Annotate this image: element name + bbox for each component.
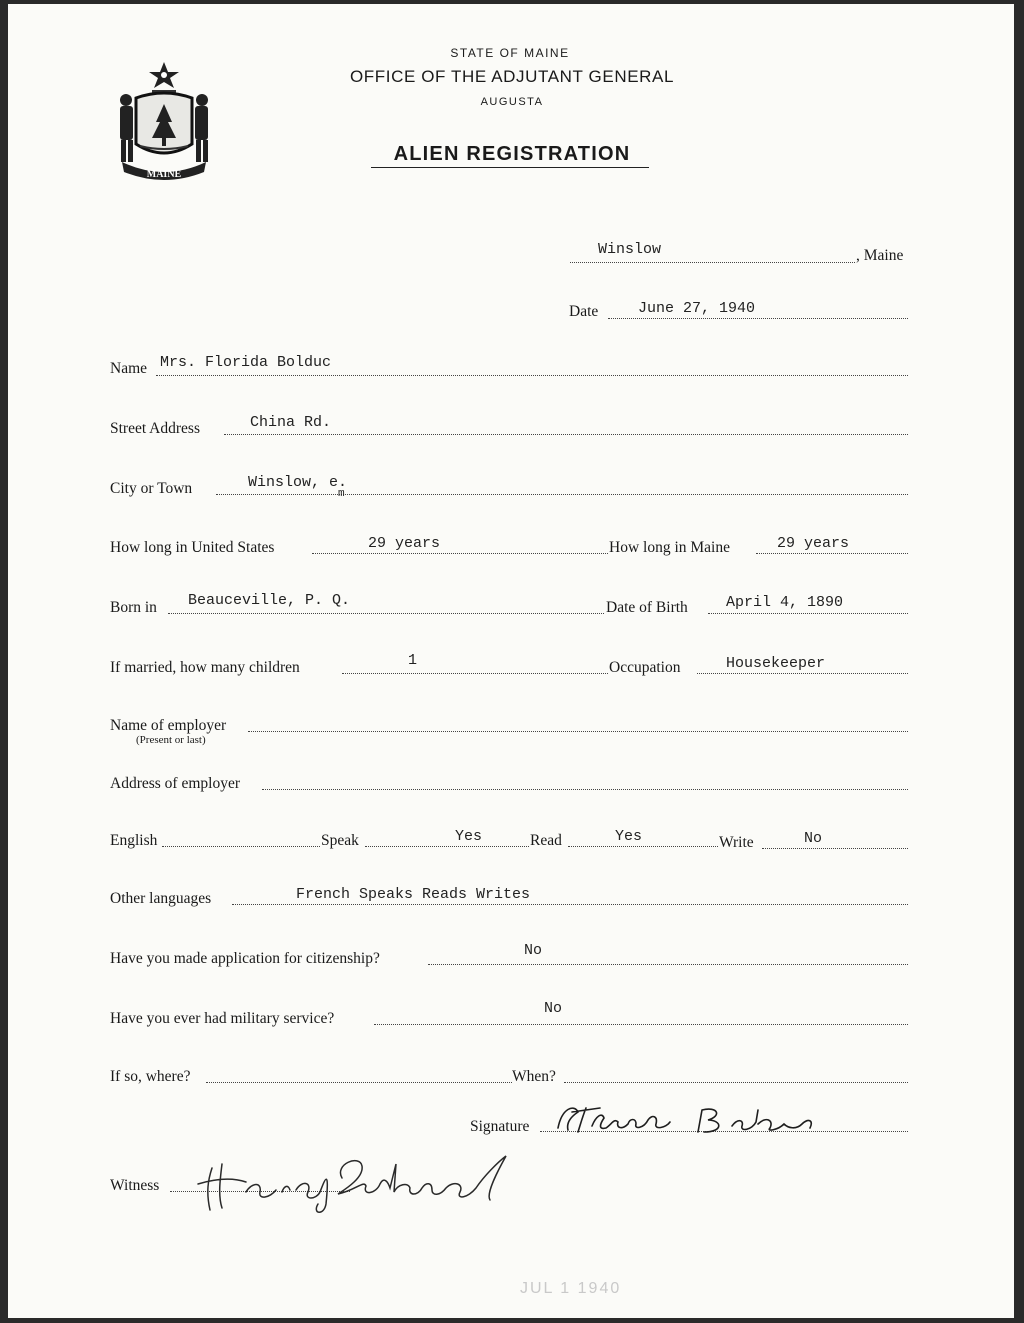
employer-address-label: Address of employer bbox=[110, 775, 240, 792]
citizenship-value: No bbox=[524, 942, 543, 959]
born-value: Beauceville, P. Q. bbox=[188, 592, 351, 609]
city-line bbox=[216, 494, 908, 495]
read-label: Read bbox=[530, 832, 562, 849]
employer-label: Name of employer bbox=[110, 717, 227, 734]
us-duration-value: 29 years bbox=[368, 535, 441, 552]
street-line bbox=[224, 434, 908, 435]
read-value: Yes bbox=[615, 828, 643, 845]
form-title: ALIEN REGISTRATION bbox=[393, 143, 631, 165]
children-label: If married, how many children bbox=[110, 659, 300, 676]
city-value: Winslow, e. bbox=[248, 474, 348, 491]
city-note: m bbox=[338, 488, 345, 500]
speak-line bbox=[365, 846, 529, 847]
dob-line bbox=[708, 613, 908, 614]
write-line bbox=[762, 848, 908, 849]
when-label: When? bbox=[512, 1068, 556, 1085]
name-line bbox=[156, 375, 908, 376]
where-label: If so, where? bbox=[110, 1068, 191, 1085]
dob-value: April 4, 1890 bbox=[726, 594, 844, 611]
occupation-line bbox=[697, 673, 908, 674]
place-suffix: , Maine bbox=[856, 247, 904, 264]
occupation-label: Occupation bbox=[609, 659, 681, 676]
other-languages-line bbox=[232, 904, 908, 905]
english-line bbox=[162, 846, 320, 847]
city-label: City or Town bbox=[110, 480, 193, 497]
us-duration-label: How long in United States bbox=[110, 539, 275, 556]
witness-signature bbox=[188, 1134, 524, 1218]
employer-sublabel: (Present or last) bbox=[136, 734, 206, 746]
name-label: Name bbox=[110, 360, 148, 377]
office-heading: OFFICE OF THE ADJUTANT GENERAL bbox=[349, 67, 675, 86]
read-line bbox=[568, 846, 718, 847]
signature-label: Signature bbox=[470, 1118, 530, 1135]
employer-line bbox=[248, 731, 908, 732]
city-heading: AUGUSTA bbox=[480, 96, 544, 108]
citizenship-label: Have you made application for citizenship? bbox=[110, 950, 380, 967]
place-line bbox=[570, 262, 855, 263]
other-languages-label: Other languages bbox=[110, 890, 212, 907]
maine-duration-value: 29 years bbox=[777, 535, 850, 552]
date-line bbox=[608, 318, 908, 319]
maine-duration-label: How long in Maine bbox=[609, 539, 730, 556]
name-value: Mrs. Florida Bolduc bbox=[160, 354, 332, 371]
us-duration-line bbox=[312, 553, 608, 554]
write-label: Write bbox=[719, 834, 754, 851]
children-line bbox=[342, 673, 608, 674]
state-heading: STATE OF MAINE bbox=[450, 46, 570, 60]
employer-address-line bbox=[262, 789, 908, 790]
born-line bbox=[168, 613, 604, 614]
date-label: Date bbox=[569, 303, 599, 320]
street-value: China Rd. bbox=[250, 414, 332, 431]
children-value: 1 bbox=[408, 652, 418, 669]
street-label: Street Address bbox=[110, 420, 200, 437]
speak-label: Speak bbox=[321, 832, 359, 849]
seal-text: MAINE bbox=[146, 169, 182, 180]
date-value: June 27, 1940 bbox=[638, 300, 756, 317]
place-value: Winslow bbox=[598, 241, 662, 258]
when-line bbox=[564, 1082, 908, 1083]
citizenship-line bbox=[428, 964, 908, 965]
received-date-stamp: JUL 1 1940 bbox=[520, 1280, 622, 1297]
english-label: English bbox=[110, 832, 158, 849]
military-value: No bbox=[544, 1000, 563, 1017]
military-line bbox=[374, 1024, 908, 1025]
where-line bbox=[206, 1082, 512, 1083]
title-underline bbox=[371, 167, 649, 168]
witness-label: Witness bbox=[110, 1177, 160, 1194]
born-label: Born in bbox=[110, 599, 157, 616]
maine-duration-line bbox=[756, 553, 908, 554]
occupation-value: Housekeeper bbox=[726, 655, 826, 672]
other-languages-value: French Speaks Reads Writes bbox=[296, 886, 531, 903]
military-label: Have you ever had military service? bbox=[110, 1010, 335, 1027]
write-value: No bbox=[804, 830, 823, 847]
dob-label: Date of Birth bbox=[606, 599, 688, 616]
applicant-signature bbox=[552, 1098, 882, 1140]
speak-value: Yes bbox=[455, 828, 483, 845]
